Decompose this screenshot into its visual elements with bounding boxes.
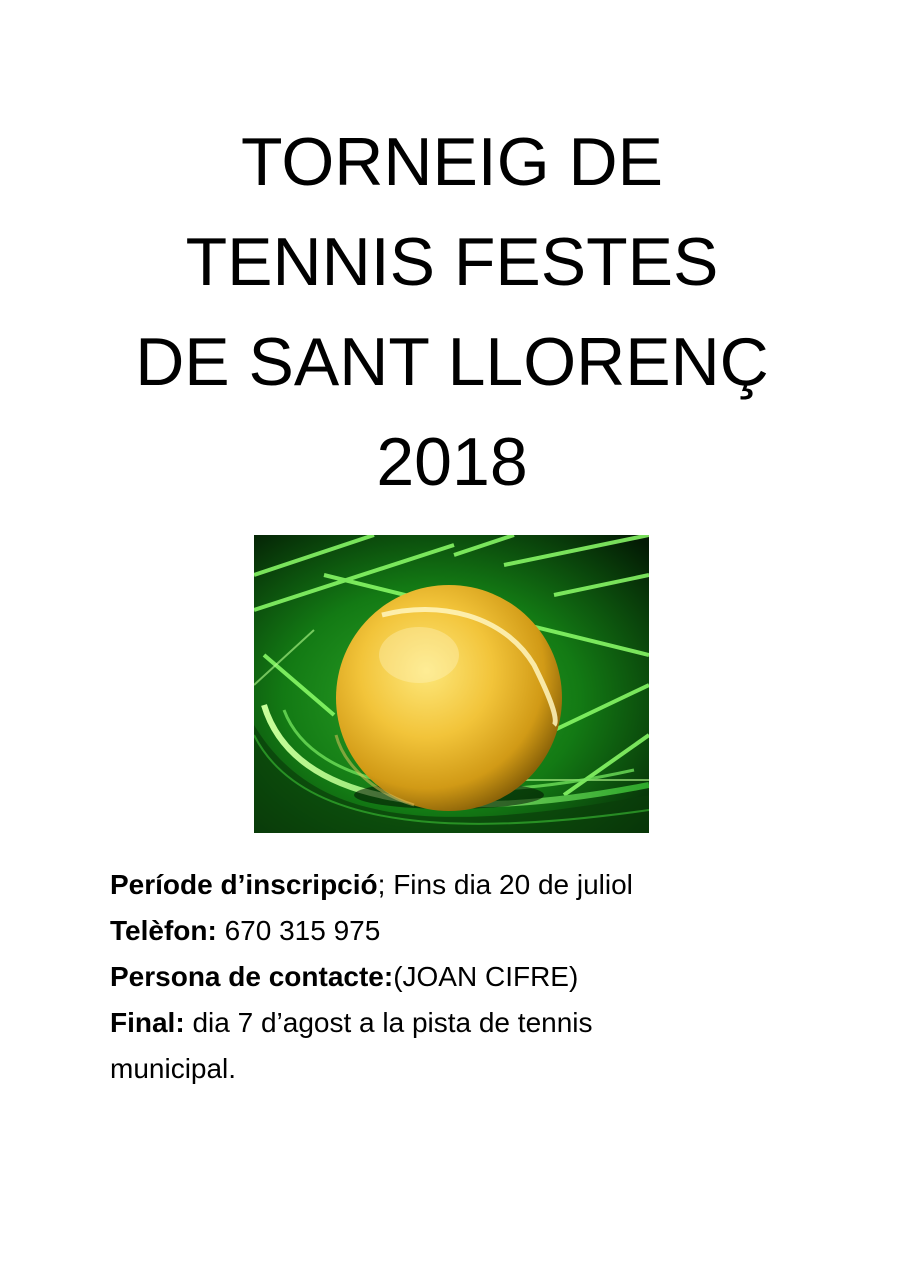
poster-title: [0, 112, 904, 512]
title-line-4: 2018: [376, 424, 528, 500]
tennis-ball-image: [254, 535, 649, 833]
tennis-ball-icon: [254, 535, 649, 833]
final-line-continuation: [110, 1046, 810, 1092]
registration-line: [110, 862, 810, 908]
final-value-continuation: municipal.: [110, 1053, 237, 1084]
title-line-1: TORNEIG DE: [241, 124, 663, 200]
final-label: Final:: [110, 1007, 185, 1038]
phone-value: 670 315 975: [216, 915, 381, 946]
title-line-2: TENNIS FESTES: [185, 224, 719, 300]
final-line: [110, 1000, 810, 1046]
phone-label: Telèfon:: [110, 915, 217, 946]
phone-line: [110, 908, 810, 954]
final-value: dia 7 d’agost a la pista de tennis: [184, 1007, 593, 1038]
registration-label: Període d’inscripció: [110, 869, 378, 900]
contact-value: (JOAN CIFRE): [393, 961, 579, 992]
title-line-3: DE SANT LLORENÇ: [135, 324, 769, 400]
registration-value: ; Fins dia 20 de juliol: [377, 869, 633, 900]
contact-line: [110, 954, 810, 1000]
event-details: [110, 862, 810, 1092]
contact-label: Persona de contacte:: [110, 961, 394, 992]
